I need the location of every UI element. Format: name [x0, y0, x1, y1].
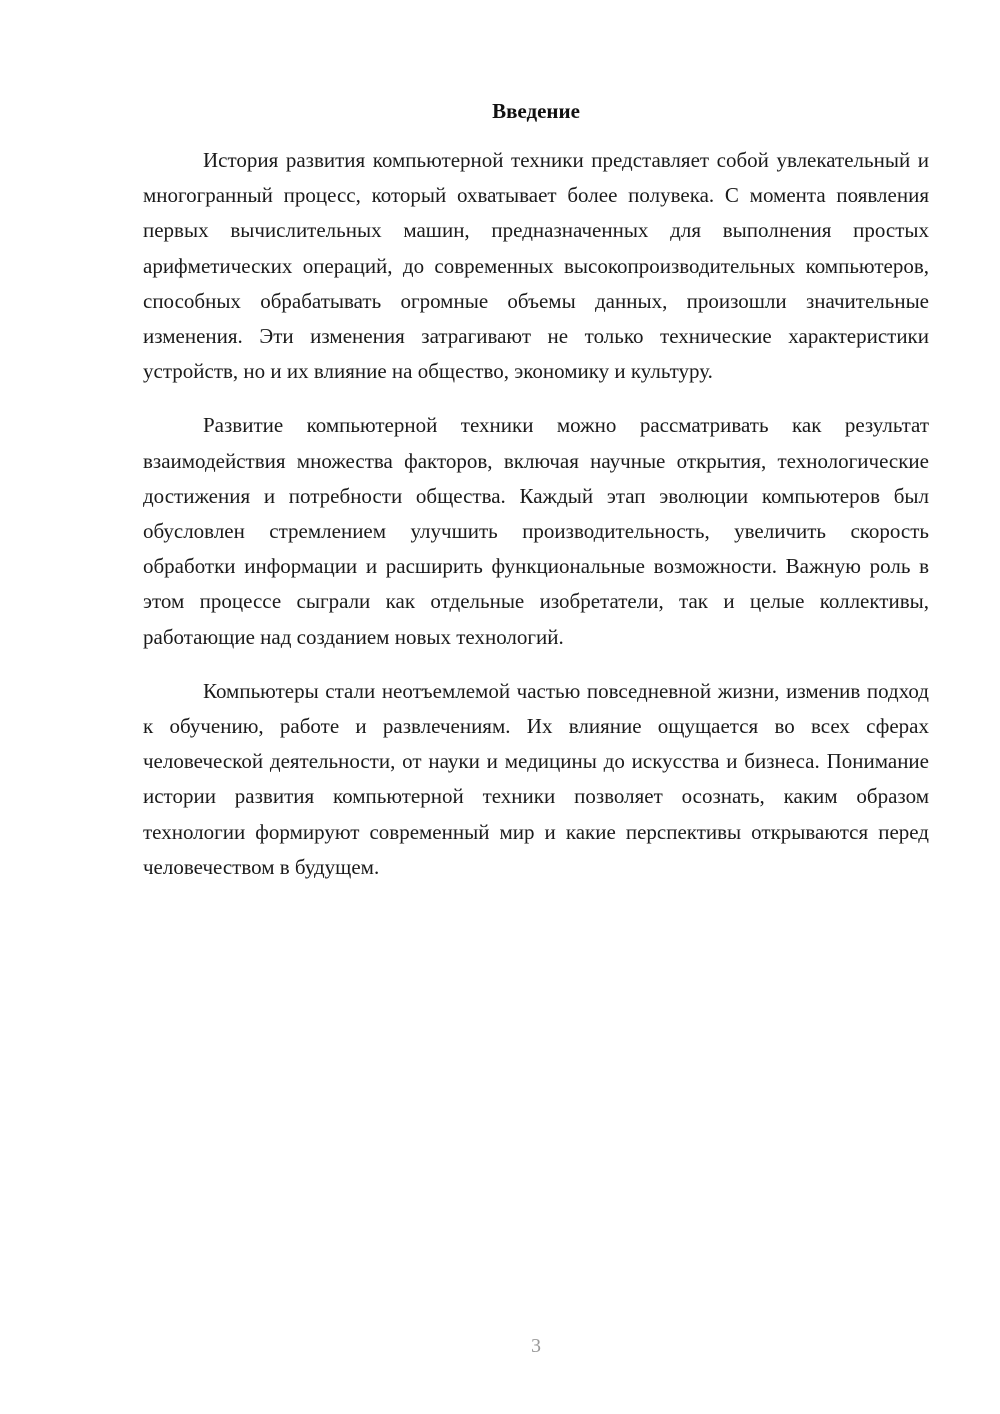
page-title: Введение [492, 99, 580, 123]
paragraph-2: Развитие компьютерной техники можно рассматривать как результат взаимодействия множества факторов, включая научные открытия, технологические достижения и потребности общества. Каждый этап эволюции компьютеров был обусловлен стремлением улучшить производительность, увеличить скорость обработки информации и расширить функциональные возможности. Важную роль в этом процессе сыграли как отдельные изобретатели, так и целые коллективы, работающие над созданием новых технологий. [143, 413, 929, 649]
page-number: 3 [531, 1335, 541, 1357]
paragraph-3: Компьютеры стали неотъемлемой частью повседневной жизни, изменив подход к обучению, работе и развлечениям. Их влияние ощущается во всех сферах человеческой деятельности, от науки и медицины до искусства и бизнеса. Понимание истории развития компьютерной техники позволяет осознать, каким образом технологии формируют современный мир и какие перспективы открываются перед человечеством в будущем. [143, 678, 929, 879]
paragraph-1: История развития компьютерной техники представляет собой увлекательный и многогранный процесс, который охватывает более полувека. С момента появления первых вычислительных машин, предназначенных для выполнения простых арифметических операций, до современных высокопроизводительных компьютеров, способных обрабатывать огромные объемы данных, произошли значительные изменения. Эти изменения затрагивают не только технические характеристики устройств, но и их влияние на общество, экономику и культуру. [143, 148, 929, 384]
document-body [143, 143, 929, 904]
